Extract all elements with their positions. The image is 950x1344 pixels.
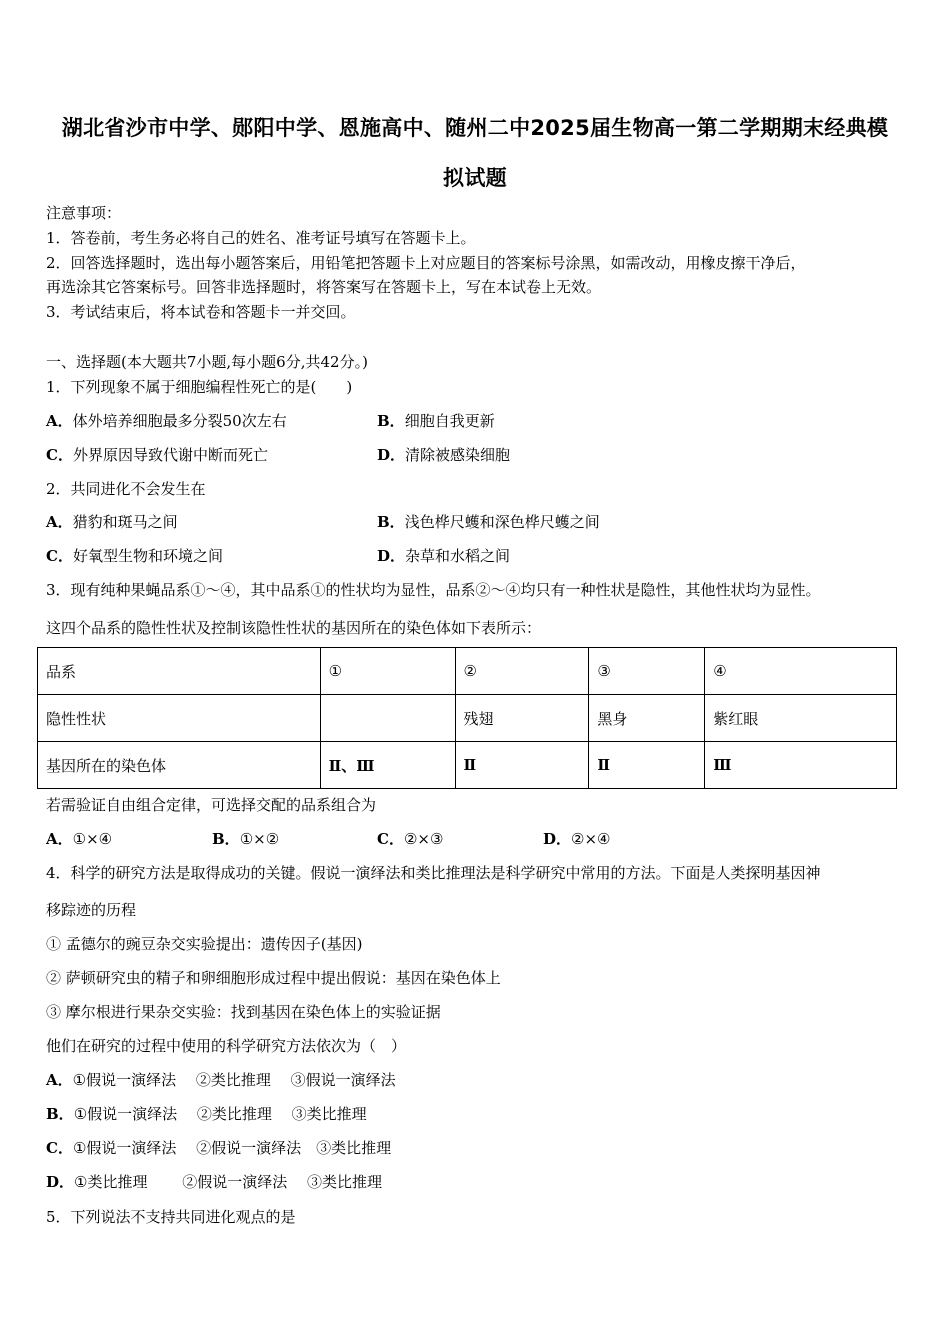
table-cell: ①	[320, 648, 455, 695]
q4-option-d-key: D．	[46, 1173, 75, 1191]
q4-option-b-key: B．	[46, 1105, 74, 1123]
q1-option-d-key: D．	[377, 446, 406, 464]
table-cell	[320, 695, 455, 742]
question-2-stem: 2．共同进化不会发生在	[46, 480, 206, 498]
table-row	[38, 648, 897, 695]
q4-option-a-key: A．	[46, 1071, 73, 1089]
q3-option-c-text: ②×③	[403, 830, 444, 848]
q3-option-d-key: D．	[543, 830, 572, 848]
notice-item-3: 3．考试结束后，将本试卷和答题卡一并交回。	[46, 303, 356, 321]
q2-option-a	[46, 512, 178, 532]
question-1-stem: 1．下列现象不属于细胞编程性死亡的是( )	[46, 378, 353, 396]
q4-option-c-text: ①假说一演绎法 ②假说一演绎法 ③类比推理	[72, 1139, 392, 1157]
q3-option-a-key: A．	[46, 830, 73, 848]
q2-option-b-text: 浅色桦尺蠖和深色桦尺蠖之间	[404, 513, 600, 531]
q2-option-c	[46, 546, 223, 566]
q1-option-a-text: 体外培养细胞最多分裂50次左右	[72, 412, 287, 430]
q1-option-d-text: 清除被感染细胞	[405, 446, 511, 464]
table-cell: 品系	[38, 648, 321, 695]
q3-option-d-text: ②×④	[571, 830, 611, 848]
question-3-stem: 3．现有纯种果蝇品系①～④，其中品系①的性状均为显性，品系②～④均只有一种性状是隐性，其他性状均为显性。	[46, 581, 821, 599]
q1-option-b-text: 细胞自我更新	[404, 412, 495, 430]
q4-option-d-text: ①类比推理 ②假说一演绎法 ③类比推理	[74, 1173, 383, 1191]
question-4-stem: 4．科学的研究方法是取得成功的关键。假说一演绎法和类比推理法是科学研究中常用的方法。下面是人类探明基因神	[46, 864, 821, 882]
question-4-stem-cont: 移踪迹的历程	[46, 901, 137, 919]
strain-table	[37, 647, 897, 789]
notice-item-2-cont: 再选涂其它答案标号。回答非选择题时，将答案写在答题卡上，写在本试卷上无效。	[46, 278, 602, 296]
table-cell: Ⅱ	[455, 742, 589, 789]
q1-option-c	[46, 445, 268, 465]
question-5-stem: 5．下列说法不支持共同进化观点的是	[46, 1208, 296, 1226]
q3-option-c	[377, 829, 443, 849]
table-row	[38, 742, 897, 789]
table-cell: ④	[705, 648, 897, 695]
q2-option-b-key: B．	[377, 513, 405, 531]
table-cell: Ⅱ	[589, 742, 705, 789]
q1-option-b	[377, 411, 495, 431]
table-cell: 基因所在的染色体	[38, 742, 321, 789]
table-cell: 紫红眼	[705, 695, 897, 742]
q4-option-a	[46, 1070, 396, 1090]
q3-option-a-text: ①×④	[72, 830, 113, 848]
table-cell: Ⅲ	[705, 742, 897, 789]
table-cell: 隐性性状	[38, 695, 321, 742]
q2-option-d	[377, 546, 510, 566]
table-cell: 残翅	[455, 695, 589, 742]
notice-heading: 注意事项：	[46, 204, 122, 222]
q3-option-b-key: B．	[212, 830, 240, 848]
q4-item-1: ① 孟德尔的豌豆杂交实验提出：遗传因子(基因)	[46, 935, 363, 953]
q3-option-b-text: ①×②	[239, 830, 280, 848]
table-cell: 黑身	[589, 695, 705, 742]
table-row	[38, 695, 897, 742]
q4-option-a-text: ①假说一演绎法 ②类比推理 ③假说一演绎法	[72, 1071, 396, 1089]
q1-option-c-text: 外界原因导致代谢中断而死亡	[72, 446, 268, 464]
notice-item-2: 2．回答选择题时，选出每小题答案后，用铅笔把答题卡上对应题目的答案标号涂黑，如需改动，用橡皮擦干净后，	[46, 254, 806, 272]
q2-option-c-text: 好氧型生物和环境之间	[72, 547, 223, 565]
question-4-prompt: 他们在研究的过程中使用的科学研究方法依次为（ ）	[46, 1037, 407, 1055]
q4-option-c-key: C．	[46, 1139, 73, 1157]
q3-option-c-key: C．	[377, 830, 404, 848]
q4-option-b-text: ①假说一演绎法 ②类比推理 ③类比推理	[73, 1105, 367, 1123]
table-cell: ②	[455, 648, 589, 695]
q2-option-a-text: 猎豹和斑马之间	[72, 513, 178, 531]
q2-option-d-key: D．	[377, 547, 406, 565]
exam-title-line1: 湖北省沙市中学、郧阳中学、恩施高中、随州二中2025届生物高一第二学期期末经典模	[61, 116, 889, 140]
q1-option-b-key: B．	[377, 412, 405, 430]
q2-option-a-key: A．	[46, 513, 73, 531]
q2-option-c-key: C．	[46, 547, 73, 565]
q4-option-c	[46, 1138, 391, 1158]
q3-option-b	[212, 829, 279, 849]
q1-option-a-key: A．	[46, 412, 73, 430]
notice-item-1: 1．答卷前，考生务必将自己的姓名、准考证号填写在答题卡上。	[46, 229, 476, 247]
q4-option-b	[46, 1104, 367, 1124]
q3-option-a	[46, 829, 112, 849]
q1-option-a	[46, 411, 287, 431]
q3-option-d	[543, 829, 610, 849]
q1-option-d	[377, 445, 510, 465]
q4-item-2: ② 萨顿研究虫的精子和卵细胞形成过程中提出假说：基因在染色体上	[46, 969, 501, 987]
exam-title-line2: 拟试题	[443, 166, 507, 190]
q4-item-3: ③ 摩尔根进行果杂交实验：找到基因在染色体上的实验证据	[46, 1003, 441, 1021]
section-heading: 一、选择题(本大题共7小题,每小题6分,共42分。)	[46, 353, 368, 371]
q2-option-b	[377, 512, 600, 532]
table-cell: ③	[589, 648, 705, 695]
table-cell: Ⅱ、Ⅲ	[320, 742, 455, 789]
q4-option-d	[46, 1172, 382, 1192]
q2-option-d-text: 杂草和水稻之间	[405, 547, 511, 565]
question-3-stem-cont: 这四个品系的隐性性状及控制该隐性性状的基因所在的染色体如下表所示：	[46, 619, 542, 637]
q1-option-c-key: C．	[46, 446, 73, 464]
question-3-prompt: 若需验证自由组合定律，可选择交配的品系组合为	[46, 796, 377, 814]
